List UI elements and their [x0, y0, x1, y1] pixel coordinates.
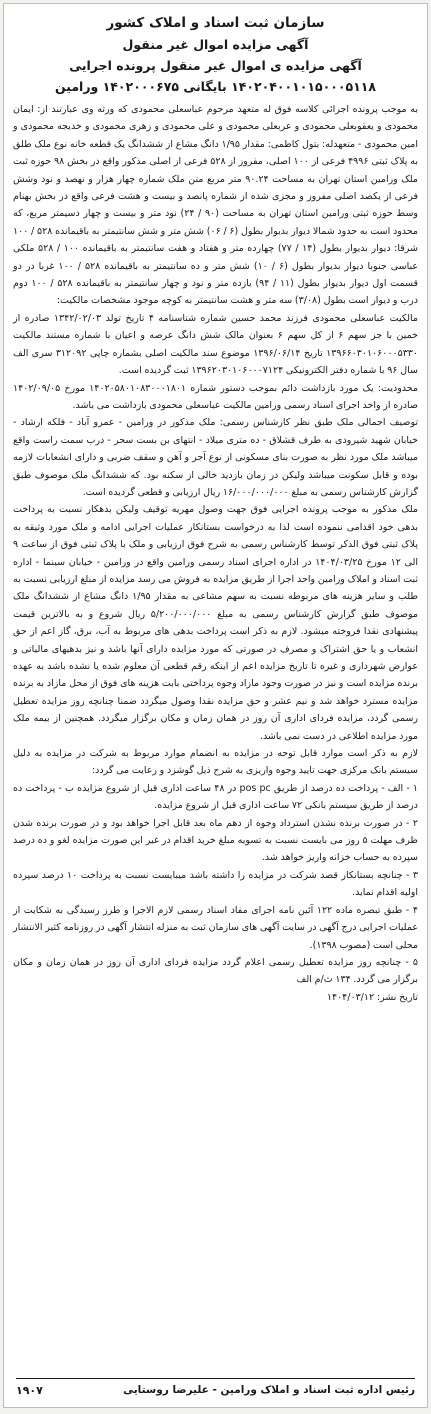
file-number-line: ۱۴۰۲۰۴۰۰۱۰۱۵۰۰۰۵۱۱۸ بایگانی ۱۴۰۲۰۰۰۶۷۵ ورامین — [54, 79, 377, 94]
note-item-4: ۴ - طبق تبصره ماده ۱۲۲ آئین نامه اجرای مفاد اسناد رسمی لازم الاجرا و طرز رسیدگی به شکایت از عملیات اجرایی درج آگهی در سایت آگهی های سازمان ثبت به منزله انتشار آگهی در روزنامه کثیر الانتشار محلی است (مصوب ۱۳۹۸). — [13, 904, 418, 951]
organization-title: سازمان ثبت اسناد و املاک کشور — [106, 15, 325, 31]
note-item-2: ۲ - در صورت برنده نشدن استرداد وجوه از دهم ماه بعد قابل اجرا خواهد بود و در صورت برنده شدن ظرف مهلت ۵ روز می بایست نسبت به تسویه مبلغ خرید اقدام در غیر این صورت مزایده لغو و ده درصد سپرده به حساب خزانه واریز خواهد شد. — [13, 817, 418, 864]
property-description-paragraph: به موجب پرونده اجرائی کلاسه فوق له متعهد مرحوم عباسعلی محمودی که ورثه وی عبارتند از: ایمان محمودی و یعقوبعلی محمودی و عربعلی محمودی و علی محمودی و زهری محمودی و خدیجه محمودی و امین محمودی - متعهدله: بتول کاظمی: مقدار ۱/۹۵ دانگ مشاع از ششدانگ یک قطعه خانه نوع ملک طلق به پلاک ثبتی ۴۹۹۶ فرعی از ۱۰۰ اصلی، مفروز از ۵۲۸ فرعی از اصلی مذکور واقع در بخش ۹۸ حوزه ثبت ملک ورامین استان تهران به مساحت ۹۰.۲۴ متر مربع متن ملک شماره چهار هزار و نهصد و نود وشش فرعی از یکصد اصلی مفروز و مجزی شده از شماره پانصد و بیست و هشت فرعی واقع در بخش بهنام وسط حوزه ثبتی ورامین استان تهران به مساحت (۹۰ / ۲۴) نود متر و بیست و چهار دسیمتر مربع، که محدود است به حدود شمالا دیوار بدیوار بطول (۶ / ۰۶) شش متر و شش سانتیمتر به باقیمانده ۵۲۸ / ۱۰۰ شرقا: دیوار بدیوار بطول (۱۴ / ۷۷) چهارده متر و هفتاد و هفت سانتیمتر به باقیمانده ۱۰۰ / ۵۲۸ ملکی عباسی جنوبا دیوار بدیوار بطول (۶ / ۱۰) شش متر و ده سانتیمتر به باقیمانده ۵۲۸ / ۱۰۰ غربا در دو قسمت اول دیوار بدیوار بطول (۱۱ / ۹۴) یازده متر و نود و چهار سانتیمتر به باقیمانده ۵۲۸ / ۱۰۰ دوم درب و دیوار است بطول (۳/۰۸) سه متر و هشت سانتیمتر به کوچه موجود مشخصات مالکیت: — [13, 104, 419, 307]
signature-line: رئیس اداره ثبت اسناد و املاک ورامین - علیرضا روستایی — [123, 1384, 415, 1396]
notice-subtitle: آگهی مزایده ی اموال غیر منقول پرونده اجرایی — [69, 58, 362, 73]
note-item-1: ۱ - الف - پرداخت ده درصد از طریق pos pc در ۴۸ ساعت اداری قبل از شروع مزایده ب - پرداخت ده درصد از طریق سیستم بانکی ۷۲ ساعت اداری قبل از شروع مزایده. — [13, 782, 419, 812]
auction-terms-paragraph: ملک مذکور به موجب پرونده اجرایی فوق جهت وصول مهریه توقیف ولیکن بدهکار نسبت به پرداخت بدهی خود اقدامی ننموده است لذا به درخواست بستانکار عملیات اجرایی ادامه و ملک مورد وثیقه به پلاک ثبتی فوق الذکر توسط کارشناس رسمی به شرح فوق ارزیابی و ملک با پلاک ثبتی فوق از ساعت ۹ الی ۱۲ مورخ ۱۴۰۴/۰۳/۲۵ در اداره اجرای اسناد رسمی ورامین واقع در ورامین - خیابان سینما - اداره ثبت اسناد و املاک ورامین واحد اجرا از طریق مزایده به فروش می رسد مزایده از مبلغ ارزیابی نسبت به طلب و سایر هزینه های مربوطه نسبت به سهم مشاعی به مقدار ۱/۹۵ دانگ مشاع از ششدانگ ملک موصوف طبق گزارش کارشناس رسمی به مبلغ ۵/۲۰۰/۰۰۰/۰۰۰ ریال شروع و به بالاترین قیمت پیشنهادی نقدا فروخته میشود. لازم به ذکر است پرداخت بدهی های مربوط به آب، برق، گاز اعم از حق انشعاب و یا حق اشتراک و مصرف در صورتی که مورد مزایده دارای آنها باشد و نیز بدهیهای مالیاتی و عوارض شهرداری و غیره تا تاریخ مزایده اعم از اینکه رقم قطعی آن معلوم شده یا نشده باشد به عهده برنده مزایده است و نیز در صورت وجود مازاد وجوه پرداختی بابت هزینه های فوق از محل مازاد به برنده مزایده مسترد خواهد شد و نیم عشر و حق مزایده نقدا وصول میگردد ضمنا چنانچه روز مزایده تعطیل رسمی گردد، مزایده فردای اداری آن روز در همان زمان و مکان برگزار میگردد. همچنین از بیمه ملک مورد مزایده اطلاعی در دست نمی باشد. — [13, 504, 419, 742]
ad-code: ۱۹۰۷ — [16, 1383, 43, 1397]
restriction-paragraph: محدودیت: یک مورد بازداشت دائم بموجب دستور شماره ۱۴۰۲۰۵۸۰۱۰۸۳۰۰۰۱۸۰۱ مورخ ۱۴۰۲/۰۹/۰۵ صادره از واحد اجرای اسناد رسمی ورامین مالکیت عباسعلی محمودی بازداشت می باشد. — [13, 382, 418, 411]
auction-notice — [3, 3, 428, 1408]
notice-header — [4, 4, 427, 97]
expert-description-paragraph: توصیف اجمالی ملک طبق نظر کارشناس رسمی: ملک مذکور در ورامین - عمرو آباد - فلکه ارشاد - خیابان شهید شیرودی به طرف قشلاق - ده متری میلاد - انتهای بن بست سحر - درب سمت راست واقع میباشد ملک مورد نظر به صورت بنای مسکونی از نوع آجر و آهن و سقف ضربی و دارای انشعابات لازمه بوده و قابل سکونت میباشد ولیکن در زمان بازدید خالی از سکنه بود. که ششدانگ ملک موصوف طبق گزارش کارشناس رسمی به مبلغ ۱۶/۰۰۰/۰۰۰/۰۰۰ ریال ارزیابی و قطعی گردیده است. — [13, 417, 418, 498]
footer-divider — [16, 1378, 415, 1379]
note-item-5: ۵ - چنانچه روز مزایده تعطیل رسمی اعلام گردد مزایده فردای اداری آن روز در همان زمان و مکان برگزار می گردد. ۱۳۴ ث/م الف — [13, 956, 418, 986]
notice-footer — [16, 1381, 415, 1399]
notes-intro-paragraph: لازم به ذکر است موارد قابل توجه در مزایده به انضمام موارد مربوط به شرکت در مزایده به دلیل سیستم بانک مرکزی جهت تایید وجوه واریزی به شرح ذیل گوشزد و رعایت می گردد: — [13, 748, 418, 777]
ownership-paragraph: مالکیت عباسعلی محمودی فرزند محمد حسین شماره شناسنامه ۴ تاریخ تولد ۱۳۴۲/۰۲/۰۳ صادره از خمین با جز سهم ۶ از کل سهم ۶ بعنوان مالک شش دانگ عرصه و اعیان با شماره مستند مالکیت ۱۳۹۶۶۰۳۰۱۰۶۰۰۰۵۳۳۰ تاریخ ۱۳۹۶/۰۶/۱۴ موضوع سند مالکیت اصلی بشماره چاپی ۳۱۲۰۹۲ سری الف سال ۹۶ با شماره دفتر الکترونیکی ۱۳۹۶۲۰۳۰۱۰۶۰۰۰۷۱۲۴ ثبت گردیده است. — [13, 312, 419, 377]
notice-title: آگهی مزایده اموال غیر منقول — [122, 37, 309, 52]
note-item-3: ۳ - چنانچه بستانکار قصد شرکت در مزایده را داشته باشد میبایست نسبت به پرداخت ۱۰ درصد سپرده اولیه اقدام نماید. — [13, 869, 418, 899]
publish-date: تاریخ نشر: ۱۴۰۴/۰۳/۱۲ — [326, 991, 418, 1003]
notice-body — [4, 97, 427, 1006]
